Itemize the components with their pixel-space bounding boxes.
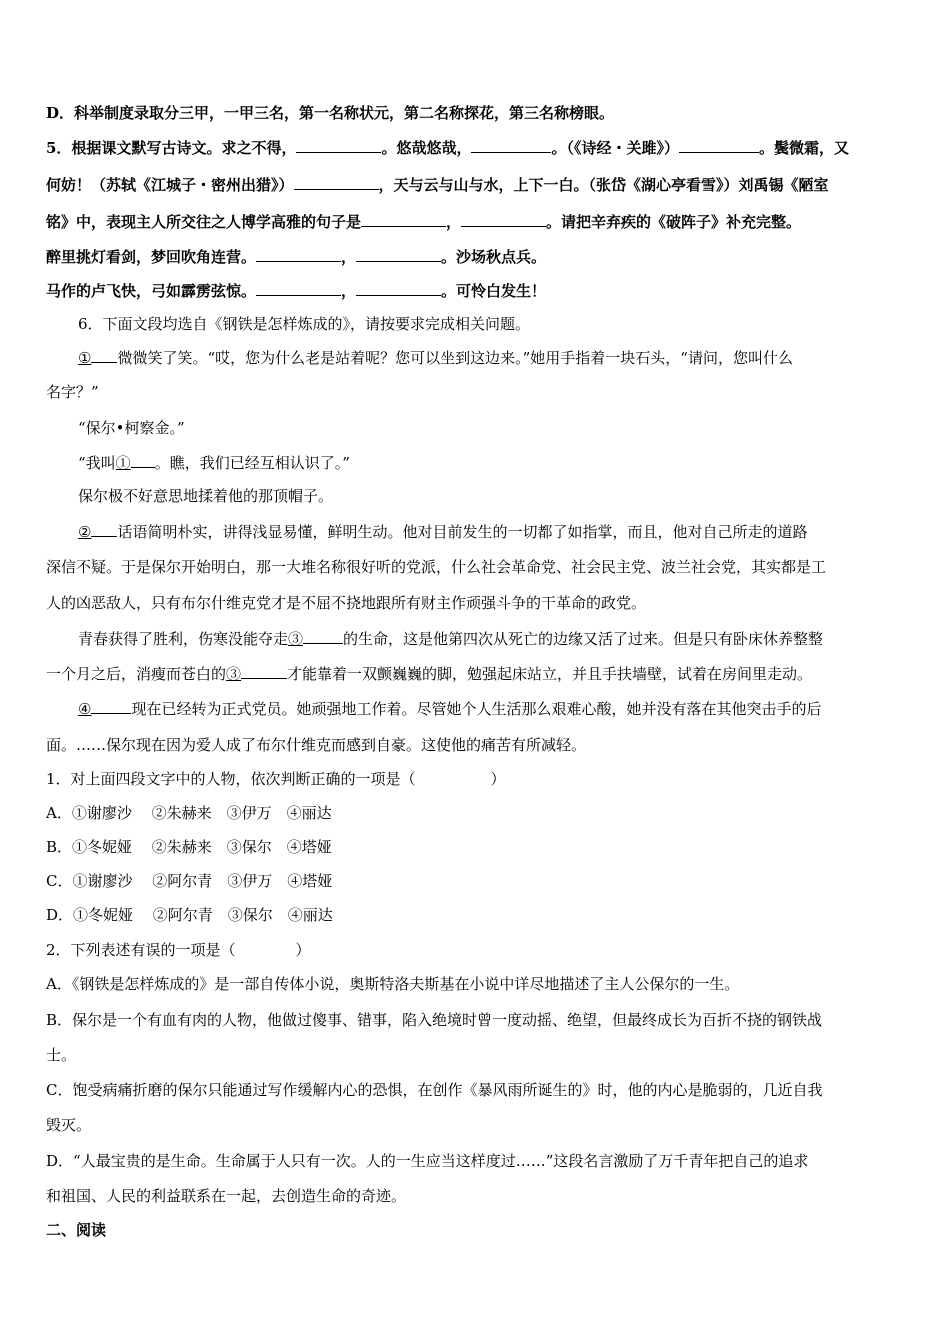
question-2-option-c-line-1[interactable]: C．饱受病痛折磨的保尔只能通过写作缓解内心的恐惧，在创作《暴风雨所诞生的》时，他的内心是脆弱的，几近自我 (46, 1081, 823, 1099)
answer-blank[interactable] (294, 174, 379, 190)
q5-line-3: 铭》中，表现主人所交往之人博学高雅的句子是 ， 。请把辛弃疾的《破阵子》补充完整。 (46, 213, 802, 231)
answer-blank[interactable] (356, 280, 441, 296)
q5-line-1: 5．根据课文默写古诗文。求之不得， 。悠哉悠哉， 。（《诗经・关雎》） 。鬓微霜，又 (46, 139, 849, 157)
answer-blank[interactable] (361, 211, 446, 227)
answer-blank[interactable] (91, 347, 117, 363)
passage-1-line-1: ① 微微笑了笑。“哎，您为什么老是站着呢？您可以坐到这边来。”她用手指着一块石头，“请问，您叫什么 (78, 349, 793, 367)
option-d-line: D．科举制度录取分三甲，一甲三名，第一名称状元，第二名称探花，第三名称榜眼。 (46, 104, 615, 122)
answer-blank[interactable] (679, 137, 759, 153)
question-1-option-c[interactable]: C．①谢廖沙 ②阿尔青 ③伊万 ④塔娅 (46, 872, 333, 890)
passage-4-line-2: 面。……保尔现在因为爱人成了布尔什维克而感到自豪。这使他的痛苦有所减轻。 (46, 736, 587, 754)
question-2-option-c-line-2: 毁灭。 (46, 1116, 92, 1134)
question-2-option-d-line-1[interactable]: D．“人最宝贵的是生命。生命属于人只有一次。人的一生应当这样度过……”这段名言激励了万千青年把自己的追求 (46, 1152, 809, 1170)
q5-line-2: 何妨！（苏轼《江城子・密州出猎》） ，天与云与山与水，上下一白。（张岱《湖心亭看雪》）刘禹锡《陋室 (46, 176, 829, 194)
answer-blank[interactable] (91, 698, 131, 714)
answer-blank[interactable] (356, 246, 441, 262)
passage-1-line-3: “保尔•柯察金。” (78, 419, 185, 437)
passage-2-line-3: 人的凶恶敌人，只有布尔什维克党才是不屈不挠地跟所有财主作顽强斗争的干革命的政党。 (46, 594, 647, 612)
section-heading: 二、阅读 (46, 1221, 107, 1239)
answer-blank[interactable] (303, 628, 343, 644)
answer-blank[interactable] (471, 137, 551, 153)
question-1-option-b[interactable]: B．①冬妮娅 ②朱赫来 ③保尔 ④塔娅 (46, 838, 332, 856)
passage-3-line-1: 青春获得了胜利，伤寒没能夺走③ 的生命，这是他第四次从死亡的边缘又活了过来。但是只有卧床休养整整 (78, 630, 824, 648)
question-1-option-d[interactable]: D．①冬妮娅 ②阿尔青 ③保尔 ④丽达 (46, 906, 333, 924)
passage-1-line-2: 名字？” (46, 383, 99, 401)
q5-line-4: 醉里挑灯看剑，梦回吹角连营。 ， 。沙场秋点兵。 (46, 248, 547, 266)
question-1: 1．对上面四段文字中的人物，依次判断正确的一项是（ ） (46, 770, 506, 788)
question-2-option-b-line-2: 士。 (46, 1046, 77, 1064)
answer-blank[interactable] (256, 280, 341, 296)
answer-blank[interactable] (91, 521, 117, 537)
passage-1-line-4: “我叫① 。瞧，我们已经互相认识了。” (78, 454, 350, 472)
question-1-option-a[interactable]: A．①谢廖沙 ②朱赫来 ③伊万 ④丽达 (46, 804, 332, 822)
q6-heading: 6．下面文段均选自《钢铁是怎样炼成的》，请按要求完成相关问题。 (78, 315, 531, 333)
passage-4-line-1: ④ 现在已经转为正式党员。她顽强地工作着。尽管她个人生活那么艰难心酸，她并没有落在其他突击手的后 (78, 700, 822, 718)
question-2: 2．下列表述有误的一项是（ ） (46, 941, 311, 959)
answer-blank[interactable] (131, 452, 155, 468)
q5-line-5: 马作的卢飞快，弓如霹雳弦惊。 ， 。可怜白发生！ (46, 282, 547, 300)
passage-2-line-2: 深信不疑。于是保尔开始明白，那一大堆名称很好听的党派，什么社会革命党、社会民主党、波兰社会党，其实都是工 (46, 558, 827, 576)
answer-blank[interactable] (241, 663, 287, 679)
passage-2-line-1: ② 话语简明朴实，讲得浅显易懂，鲜明生动。他对目前发生的一切都了如指掌，而且，他对自己所走的道路 (78, 523, 808, 541)
question-2-option-a[interactable]: A．《钢铁是怎样炼成的》是一部自传体小说，奥斯特洛夫斯基在小说中详尽地描述了主人公保尔的一生。 (46, 975, 740, 993)
answer-blank[interactable] (256, 246, 341, 262)
answer-blank[interactable] (296, 137, 381, 153)
passage-1-line-5: 保尔极不好意思地揉着他的那顶帽子。 (78, 487, 334, 505)
passage-3-line-2: 一个月之后，消瘦而苍白的③ 才能靠着一双颤巍巍的脚，勉强起床站立，并且手扶墙壁，试着在房间里走动。 (46, 665, 813, 683)
question-2-option-b-line-1[interactable]: B．保尔是一个有血有肉的人物，他做过傻事、错事，陷入绝境时曾一度动摇、绝望，但最终成长为百折不挠的钢铁战 (46, 1011, 823, 1029)
question-2-option-d-line-2: 和祖国、人民的利益联系在一起，去创造生命的奇迹。 (46, 1187, 407, 1205)
answer-blank[interactable] (461, 211, 546, 227)
